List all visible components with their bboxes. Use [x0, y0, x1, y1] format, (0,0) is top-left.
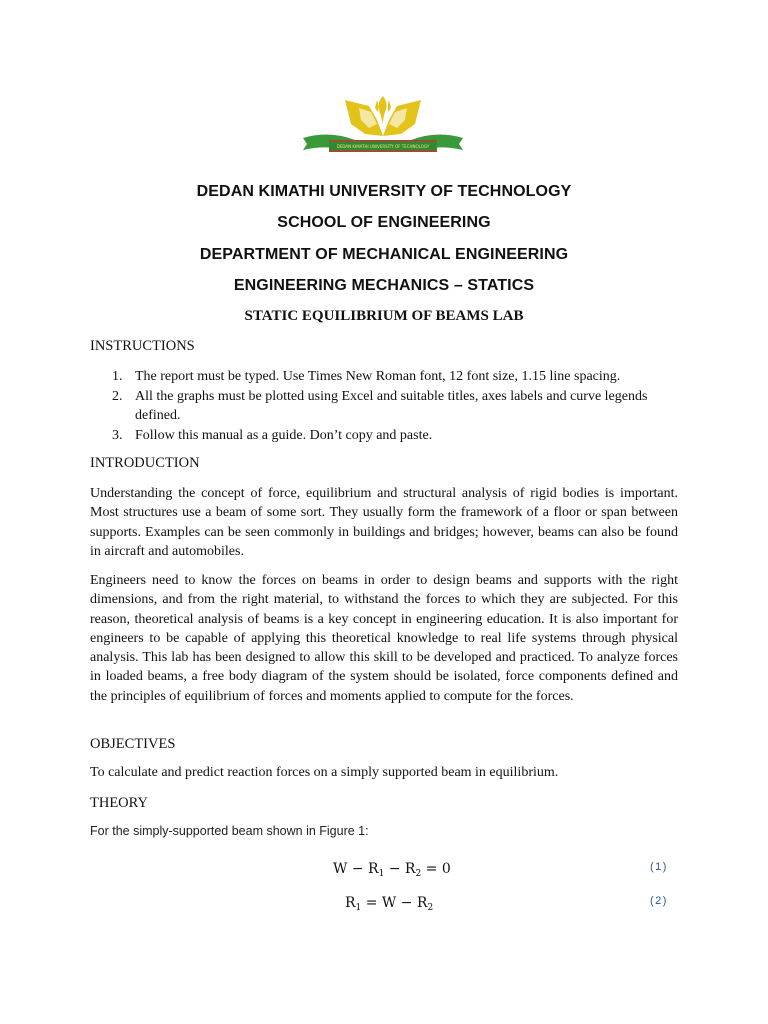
equation-1-number: (1) [650, 861, 668, 873]
list-item [90, 387, 690, 426]
list-item-number: 2. [112, 388, 123, 404]
university-crest-icon [299, 94, 467, 158]
list-item-text: All the graphs must be plotted using Excel and suitable titles, axes labels and curve legends defined. [135, 388, 648, 423]
introduction-paragraph-1: Understanding the concept of force, equilibrium and structural analysis of rigid bodies is important. Most structures use a beam of some sort. They usually form the framework of a floor or span between supports. Examples can be seen commonly in buildings and bridges; however, beams can also be found in aircraft and automobiles. [90, 486, 678, 559]
instructions-list [90, 367, 690, 445]
equation-1: $W - R_1 - R_2 = 0$ [333, 861, 451, 879]
course-name: ENGINEERING MECHANICS – STATICS [233, 277, 535, 294]
university-name: DEDAN KIMATHI UNIVERSITY OF TECHNOLOGY [196, 183, 572, 200]
objectives-text: To calculate and predict reaction forces on a simply supported beam in equilibrium. [90, 765, 559, 780]
introduction-heading: INTRODUCTION [90, 455, 200, 471]
list-item-text: Follow this manual as a guide. Don’t copy and paste. [135, 427, 433, 443]
list-item [90, 367, 690, 387]
list-item [90, 426, 690, 446]
instructions-heading: INSTRUCTIONS [90, 338, 195, 354]
logo-ribbon-text: DEDAN KIMATHI UNIVERSITY OF TECHNOLOGY [336, 144, 430, 149]
introduction-paragraph-2: Engineers need to know the forces on beams in order to design beams and supports with the right dimensions, and from the right material, to withstand the forces to which they are subjected. For this reason, theoretical analysis of beams is a key concept in engineering education. It is also important for engineers to be capable of applying this theoretical knowledge to real life systems through physical analysis. This lab has been designed to allow this skill to be developed and practiced. To analyze forces in loaded beams, a free body diagram of the system should be isolated, force components defined and the principles of equilibrium of forces and moments applied to compute for the forces. [90, 573, 678, 704]
equation-2-number: (2) [650, 895, 668, 907]
list-item-number: 1. [112, 369, 123, 384]
university-logo [299, 94, 467, 158]
theory-intro: For the simply-supported beam shown in Figure 1: [90, 824, 369, 838]
department-name: DEPARTMENT OF MECHANICAL ENGINEERING [199, 246, 569, 263]
lab-title: STATIC EQUILIBRIUM OF BEAMS LAB [244, 308, 524, 324]
equation-2: $R_1 = W - R_2$ [345, 895, 434, 913]
objectives-heading: OBJECTIVES [90, 736, 176, 752]
list-item-text: The report must be typed. Use Times New Roman font, 12 font size, 1.15 line spacing. [135, 369, 621, 384]
list-item-number: 3. [112, 427, 123, 443]
school-name: SCHOOL OF ENGINEERING [277, 214, 491, 231]
theory-heading: THEORY [90, 795, 148, 811]
